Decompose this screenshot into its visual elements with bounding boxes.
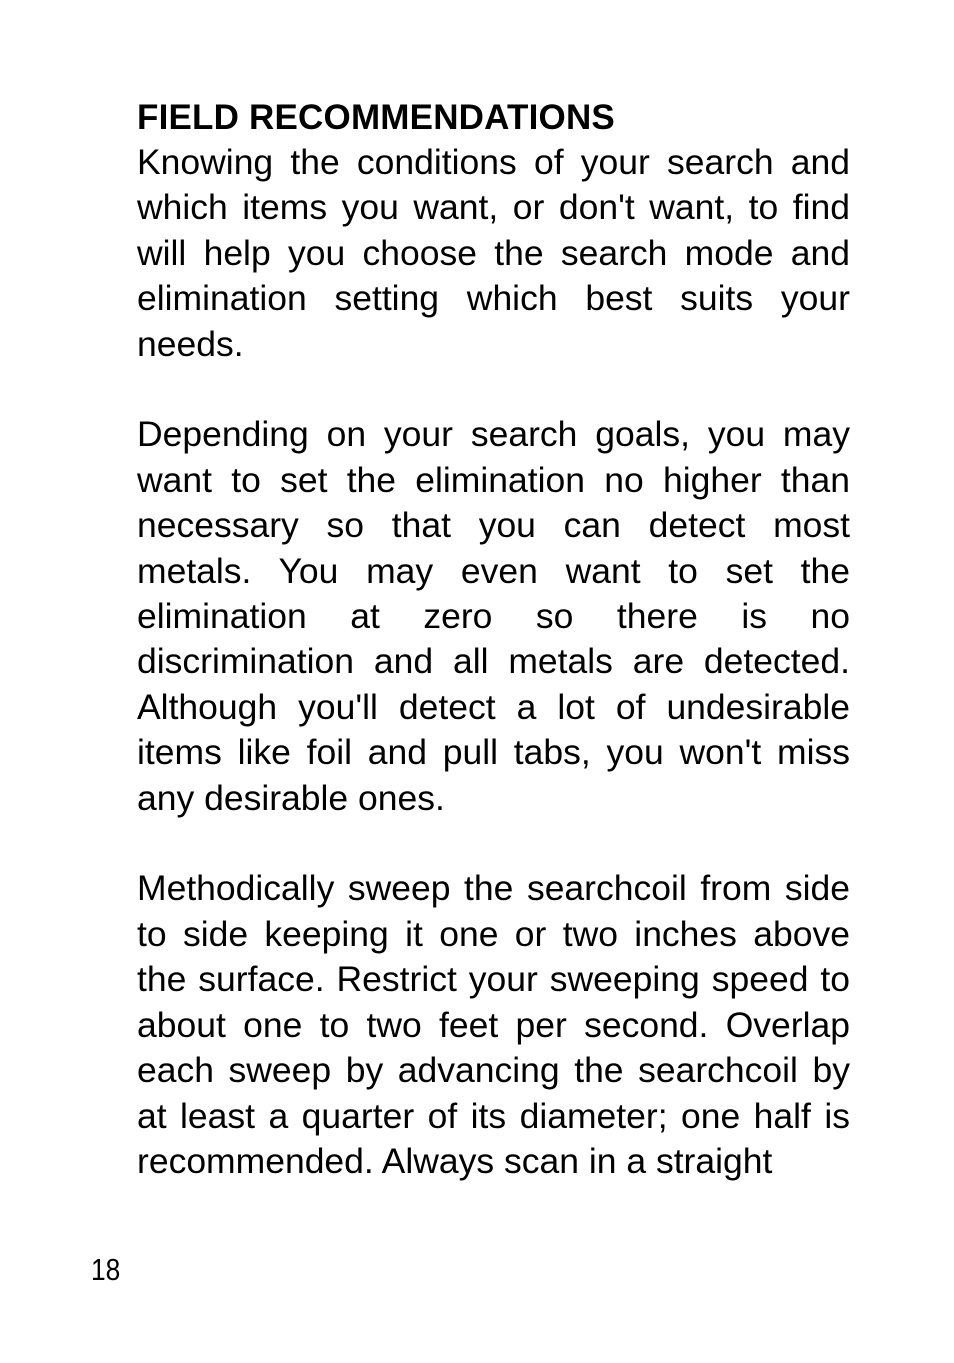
page-content — [137, 95, 850, 1184]
paragraph-sweep-technique: Methodically sweep the searchcoil from side to side keeping it one or two inches above the surface. Restrict your sweeping speed to about one to two feet per second. Overlap each sweep by advancing the searchcoil by at least a quarter of its diameter; one half is recommended. Always scan in a straight — [137, 868, 850, 1181]
paragraph-elimination-setting: Depending on your search goals, you may want to set the elimination no higher than necessary so that you can detect most metals. You may even want to set the elimination at zero so there is no discrimination and all metals are detected. Although you'll detect a lot of undesirable items like foil and pull tabs, you won't miss any desirable ones. — [137, 414, 850, 818]
paragraph-search-conditions: Knowing the conditions of your search and which items you want, or don't want, to find will help you choose the search mode and elimination setting which best suits your needs. — [137, 142, 850, 364]
section-heading: FIELD RECOMMENDATIONS — [137, 98, 615, 137]
page-number: 18 — [91, 1252, 121, 1287]
